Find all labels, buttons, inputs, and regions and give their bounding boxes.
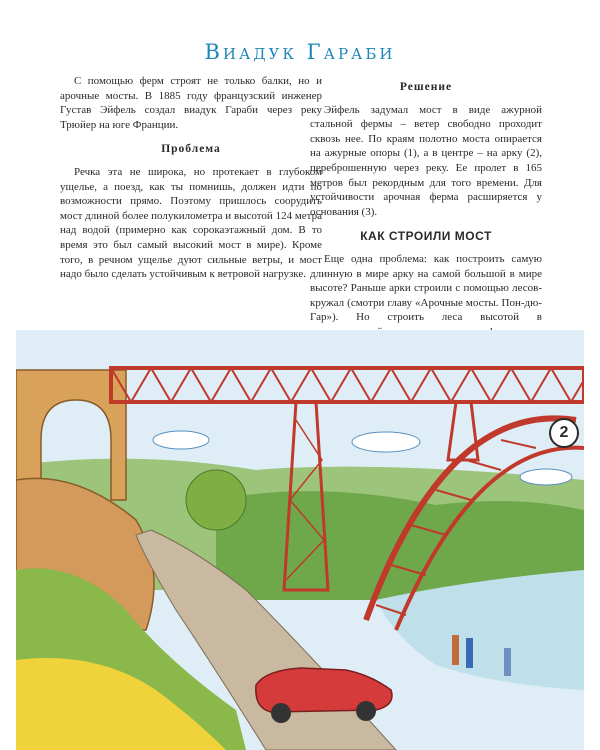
cloud-right	[520, 469, 572, 485]
page-title: Виадук Гараби	[204, 40, 396, 64]
solution-heading: Решение	[399, 81, 453, 93]
car-wheel-back	[356, 701, 376, 721]
build-paragraph: Еще одна проблема: как построить самую длинную в мире арку на самой большой в мире высоте? Раньше арки строили с помощью лесов-кружал (смотри главу «Арочные мосты. Пон-дю-Гар»). Но строить леса высотой в	[310, 252, 542, 324]
problem-heading: Проблема	[161, 143, 221, 156]
build-heading: КАК СТРОИЛИ МОСТ	[360, 229, 492, 244]
person-1	[452, 635, 459, 665]
cloud-middle	[352, 432, 420, 452]
right-column	[310, 74, 542, 346]
person-2	[466, 638, 473, 668]
car-wheel-front	[271, 703, 291, 723]
left-column	[60, 74, 322, 288]
intro-paragraph: С помощью ферм строят не только балки, но и арочные мосты. В 1885 году французский инженер Густав Эйфель создал виадук Гараби через реку Трюйер на юге Франции.	[60, 75, 322, 131]
tree-cluster	[186, 470, 246, 530]
solution-paragraph: Эйфель задумал мост в виде ажурной стальной фермы – ветер свободно проходит сквозь нее. По краям полотно моста опирается на ажурные опоры (1), а в центре – на арку (2), переброшенную через реку. Ее пролет в 165 метров был рекордным для того времени. Для устойчивости арочная ферма расширяется у основания (3).	[310, 103, 542, 218]
cloud-left	[153, 431, 209, 449]
bridge-illustration	[16, 330, 584, 750]
arch-callout-badge: 2	[549, 418, 579, 448]
person-3	[504, 648, 511, 676]
problem-paragraph: Речка эта не широка, но протекает в глубоком ущелье, а поезд, как ты помнишь, должен идти по возможности прямо. Поэтому пришлось соорудить мост длиной более полукилометра и высотой 124 метра над водой (примерно как сорокаэтажный дом. В то время это был самый высокий мост в мире). Кроме того, в речном ущелье дуют сильные ветры, и мост надо было сделать устойчивым к ветровой нагрузке.	[60, 165, 322, 281]
